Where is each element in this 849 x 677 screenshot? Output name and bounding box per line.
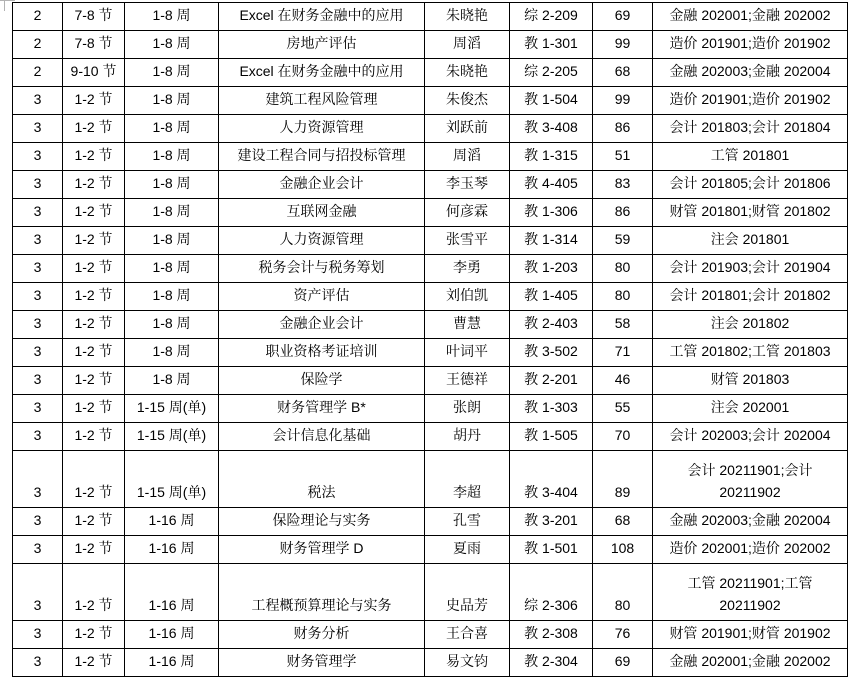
cell-count: 83 (593, 171, 653, 199)
cell-teacher: 朱晓艳 (425, 59, 510, 87)
cell-weeks: 1-15 周(单) (125, 423, 219, 451)
cell-teacher: 王德祥 (425, 367, 510, 395)
cell-room: 教 4-405 (510, 171, 593, 199)
table-row (13, 255, 848, 283)
cell-course: 财务管理学 D (219, 536, 425, 564)
cell-teacher: 周滔 (425, 31, 510, 59)
cell-teacher: 何彦霖 (425, 199, 510, 227)
cell-course: 财务分析 (219, 621, 425, 649)
table-row (13, 564, 848, 621)
cell-weeks: 1-16 周 (125, 621, 219, 649)
cell-room: 综 2-205 (510, 59, 593, 87)
cell-teacher: 曹慧 (425, 311, 510, 339)
cell-classes: 会计 201903;会计 201904 (653, 255, 848, 283)
cell-weeks: 1-16 周 (125, 564, 219, 621)
cell-weeks: 1-8 周 (125, 199, 219, 227)
cell-period: 1-2 节 (63, 115, 125, 143)
cell-count: 71 (593, 339, 653, 367)
table-row (13, 227, 848, 255)
cell-weeks: 1-8 周 (125, 227, 219, 255)
cell-day: 3 (13, 367, 63, 395)
table-row (13, 31, 848, 59)
cell-room: 教 1-301 (510, 31, 593, 59)
cell-day: 3 (13, 508, 63, 536)
cell-period: 1-2 节 (63, 621, 125, 649)
cell-day: 3 (13, 87, 63, 115)
cell-period: 7-8 节 (63, 3, 125, 31)
cell-day: 3 (13, 339, 63, 367)
cell-day: 3 (13, 199, 63, 227)
cell-weeks: 1-8 周 (125, 3, 219, 31)
cell-weeks: 1-8 周 (125, 59, 219, 87)
cell-weeks: 1-8 周 (125, 367, 219, 395)
table-row (13, 283, 848, 311)
cell-period: 1-2 节 (63, 564, 125, 621)
table-row (13, 649, 848, 677)
table-row (13, 311, 848, 339)
cell-weeks: 1-8 周 (125, 87, 219, 115)
table-row (13, 199, 848, 227)
cell-classes: 会计 202003;会计 202004 (653, 423, 848, 451)
cell-weeks: 1-8 周 (125, 339, 219, 367)
cell-count: 55 (593, 395, 653, 423)
cell-teacher: 王合喜 (425, 621, 510, 649)
table-row (13, 59, 848, 87)
cell-period: 1-2 节 (63, 143, 125, 171)
cell-period: 1-2 节 (63, 171, 125, 199)
cell-day: 3 (13, 283, 63, 311)
cell-classes: 造价 201901;造价 201902 (653, 87, 848, 115)
cell-day: 3 (13, 536, 63, 564)
table-row (13, 423, 848, 451)
cell-room: 教 1-505 (510, 423, 593, 451)
cell-course: 财务管理学 B* (219, 395, 425, 423)
cell-room: 教 2-304 (510, 649, 593, 677)
cell-classes: 工管 20211901;工管 20211902 (653, 564, 848, 621)
cell-course: 税务会计与税务筹划 (219, 255, 425, 283)
cell-day: 3 (13, 649, 63, 677)
cropped-border-fragment-horizontal (0, 0, 15, 1)
cell-course: 金融企业会计 (219, 171, 425, 199)
cell-day: 3 (13, 227, 63, 255)
cell-count: 99 (593, 31, 653, 59)
cell-count: 80 (593, 283, 653, 311)
cell-classes: 注会 202001 (653, 395, 848, 423)
cell-classes: 会计 201803;会计 201804 (653, 115, 848, 143)
cell-course: 资产评估 (219, 283, 425, 311)
cell-day: 2 (13, 59, 63, 87)
cell-period: 1-2 节 (63, 395, 125, 423)
cell-day: 3 (13, 451, 63, 508)
cell-count: 80 (593, 564, 653, 621)
cell-course: Excel 在财务金融中的应用 (219, 59, 425, 87)
cell-classes: 财管 201901;财管 201902 (653, 621, 848, 649)
cell-course: 人力资源管理 (219, 227, 425, 255)
cell-teacher: 李勇 (425, 255, 510, 283)
cell-room: 教 1-303 (510, 395, 593, 423)
cell-period: 1-2 节 (63, 508, 125, 536)
cell-teacher: 周滔 (425, 143, 510, 171)
cell-count: 69 (593, 3, 653, 31)
cell-teacher: 易文钧 (425, 649, 510, 677)
cell-count: 80 (593, 255, 653, 283)
cell-room: 教 3-201 (510, 508, 593, 536)
cell-teacher: 朱晓艳 (425, 3, 510, 31)
cell-teacher: 李超 (425, 451, 510, 508)
cell-count: 108 (593, 536, 653, 564)
cell-classes: 财管 201803 (653, 367, 848, 395)
cropped-border-fragment-vertical (4, 0, 5, 11)
cell-classes: 金融 202003;金融 202004 (653, 59, 848, 87)
cell-room: 教 1-306 (510, 199, 593, 227)
cell-room: 教 3-404 (510, 451, 593, 508)
cell-weeks: 1-15 周(单) (125, 451, 219, 508)
cell-room: 教 1-203 (510, 255, 593, 283)
cell-room: 教 1-314 (510, 227, 593, 255)
cell-teacher: 刘跃前 (425, 115, 510, 143)
cell-day: 2 (13, 3, 63, 31)
cell-period: 1-2 节 (63, 283, 125, 311)
table-row (13, 367, 848, 395)
schedule-table-body (13, 3, 848, 677)
cell-room: 教 1-405 (510, 283, 593, 311)
cell-weeks: 1-8 周 (125, 143, 219, 171)
course-schedule-table (12, 2, 848, 677)
cell-count: 51 (593, 143, 653, 171)
cell-room: 教 1-315 (510, 143, 593, 171)
cell-weeks: 1-16 周 (125, 508, 219, 536)
cell-period: 1-2 节 (63, 311, 125, 339)
cell-classes: 造价 202001;造价 202002 (653, 536, 848, 564)
cell-period: 1-2 节 (63, 367, 125, 395)
cell-room: 教 2-403 (510, 311, 593, 339)
cell-day: 3 (13, 621, 63, 649)
cell-count: 86 (593, 115, 653, 143)
cell-day: 3 (13, 115, 63, 143)
cell-classes: 工管 201802;工管 201803 (653, 339, 848, 367)
cell-count: 68 (593, 59, 653, 87)
cell-weeks: 1-16 周 (125, 649, 219, 677)
cell-classes: 会计 201801;会计 201802 (653, 283, 848, 311)
cell-teacher: 李玉琴 (425, 171, 510, 199)
cell-weeks: 1-16 周 (125, 536, 219, 564)
cell-course: 金融企业会计 (219, 311, 425, 339)
cell-teacher: 孔雪 (425, 508, 510, 536)
cell-count: 46 (593, 367, 653, 395)
cell-room: 综 2-209 (510, 3, 593, 31)
cell-teacher: 朱俊杰 (425, 87, 510, 115)
cell-period: 1-2 节 (63, 536, 125, 564)
cell-course: 互联网金融 (219, 199, 425, 227)
cell-classes: 工管 201801 (653, 143, 848, 171)
cell-count: 86 (593, 199, 653, 227)
cell-weeks: 1-15 周(单) (125, 395, 219, 423)
table-row (13, 451, 848, 508)
cell-classes: 注会 201801 (653, 227, 848, 255)
cell-classes: 金融 202001;金融 202002 (653, 3, 848, 31)
cell-teacher: 张雪平 (425, 227, 510, 255)
cell-classes: 会计 20211901;会计 20211902 (653, 451, 848, 508)
cell-weeks: 1-8 周 (125, 283, 219, 311)
cell-course: 工程概预算理论与实务 (219, 564, 425, 621)
table-row (13, 621, 848, 649)
cell-course: 建筑工程风险管理 (219, 87, 425, 115)
table-row (13, 115, 848, 143)
cell-day: 3 (13, 423, 63, 451)
cell-period: 1-2 节 (63, 649, 125, 677)
table-row (13, 3, 848, 31)
cell-day: 3 (13, 255, 63, 283)
cell-count: 99 (593, 87, 653, 115)
cell-room: 教 1-501 (510, 536, 593, 564)
cell-count: 70 (593, 423, 653, 451)
cell-room: 教 3-502 (510, 339, 593, 367)
cell-day: 3 (13, 564, 63, 621)
cell-classes: 财管 201801;财管 201802 (653, 199, 848, 227)
cell-weeks: 1-8 周 (125, 311, 219, 339)
cell-count: 89 (593, 451, 653, 508)
cell-count: 69 (593, 649, 653, 677)
cell-day: 2 (13, 31, 63, 59)
cell-classes: 注会 201802 (653, 311, 848, 339)
cell-room: 教 2-201 (510, 367, 593, 395)
cell-day: 3 (13, 171, 63, 199)
cell-course: 建设工程合同与招投标管理 (219, 143, 425, 171)
cell-course: 会计信息化基础 (219, 423, 425, 451)
cell-period: 1-2 节 (63, 87, 125, 115)
cell-teacher: 夏雨 (425, 536, 510, 564)
cell-room: 综 2-306 (510, 564, 593, 621)
table-row (13, 536, 848, 564)
table-row (13, 395, 848, 423)
cell-classes: 造价 201901;造价 201902 (653, 31, 848, 59)
cell-course: 职业资格考证培训 (219, 339, 425, 367)
cell-room: 教 2-308 (510, 621, 593, 649)
table-row (13, 508, 848, 536)
cell-course: 保险理论与实务 (219, 508, 425, 536)
cell-count: 76 (593, 621, 653, 649)
cell-day: 3 (13, 143, 63, 171)
cell-course: 财务管理学 (219, 649, 425, 677)
cell-course: 税法 (219, 451, 425, 508)
cell-period: 1-2 节 (63, 423, 125, 451)
table-row (13, 171, 848, 199)
cell-course: 人力资源管理 (219, 115, 425, 143)
cell-room: 教 3-408 (510, 115, 593, 143)
cell-count: 68 (593, 508, 653, 536)
cell-weeks: 1-8 周 (125, 115, 219, 143)
cell-teacher: 叶词平 (425, 339, 510, 367)
cell-classes: 金融 202001;金融 202002 (653, 649, 848, 677)
cell-course: 保险学 (219, 367, 425, 395)
cell-period: 1-2 节 (63, 339, 125, 367)
table-row (13, 87, 848, 115)
cell-weeks: 1-8 周 (125, 171, 219, 199)
cell-count: 58 (593, 311, 653, 339)
table-row (13, 339, 848, 367)
cell-classes: 金融 202003;金融 202004 (653, 508, 848, 536)
cell-day: 3 (13, 395, 63, 423)
cell-course: 房地产评估 (219, 31, 425, 59)
cell-period: 1-2 节 (63, 227, 125, 255)
cell-room: 教 1-504 (510, 87, 593, 115)
cell-period: 1-2 节 (63, 451, 125, 508)
cell-count: 59 (593, 227, 653, 255)
cell-classes: 会计 201805;会计 201806 (653, 171, 848, 199)
cell-teacher: 史品芳 (425, 564, 510, 621)
cell-weeks: 1-8 周 (125, 31, 219, 59)
table-row (13, 143, 848, 171)
cell-teacher: 胡丹 (425, 423, 510, 451)
cell-period: 1-2 节 (63, 199, 125, 227)
cell-teacher: 张朗 (425, 395, 510, 423)
cell-teacher: 刘伯凯 (425, 283, 510, 311)
cell-period: 1-2 节 (63, 255, 125, 283)
cell-weeks: 1-8 周 (125, 255, 219, 283)
cell-period: 9-10 节 (63, 59, 125, 87)
cell-day: 3 (13, 311, 63, 339)
cell-period: 7-8 节 (63, 31, 125, 59)
cell-course: Excel 在财务金融中的应用 (219, 3, 425, 31)
